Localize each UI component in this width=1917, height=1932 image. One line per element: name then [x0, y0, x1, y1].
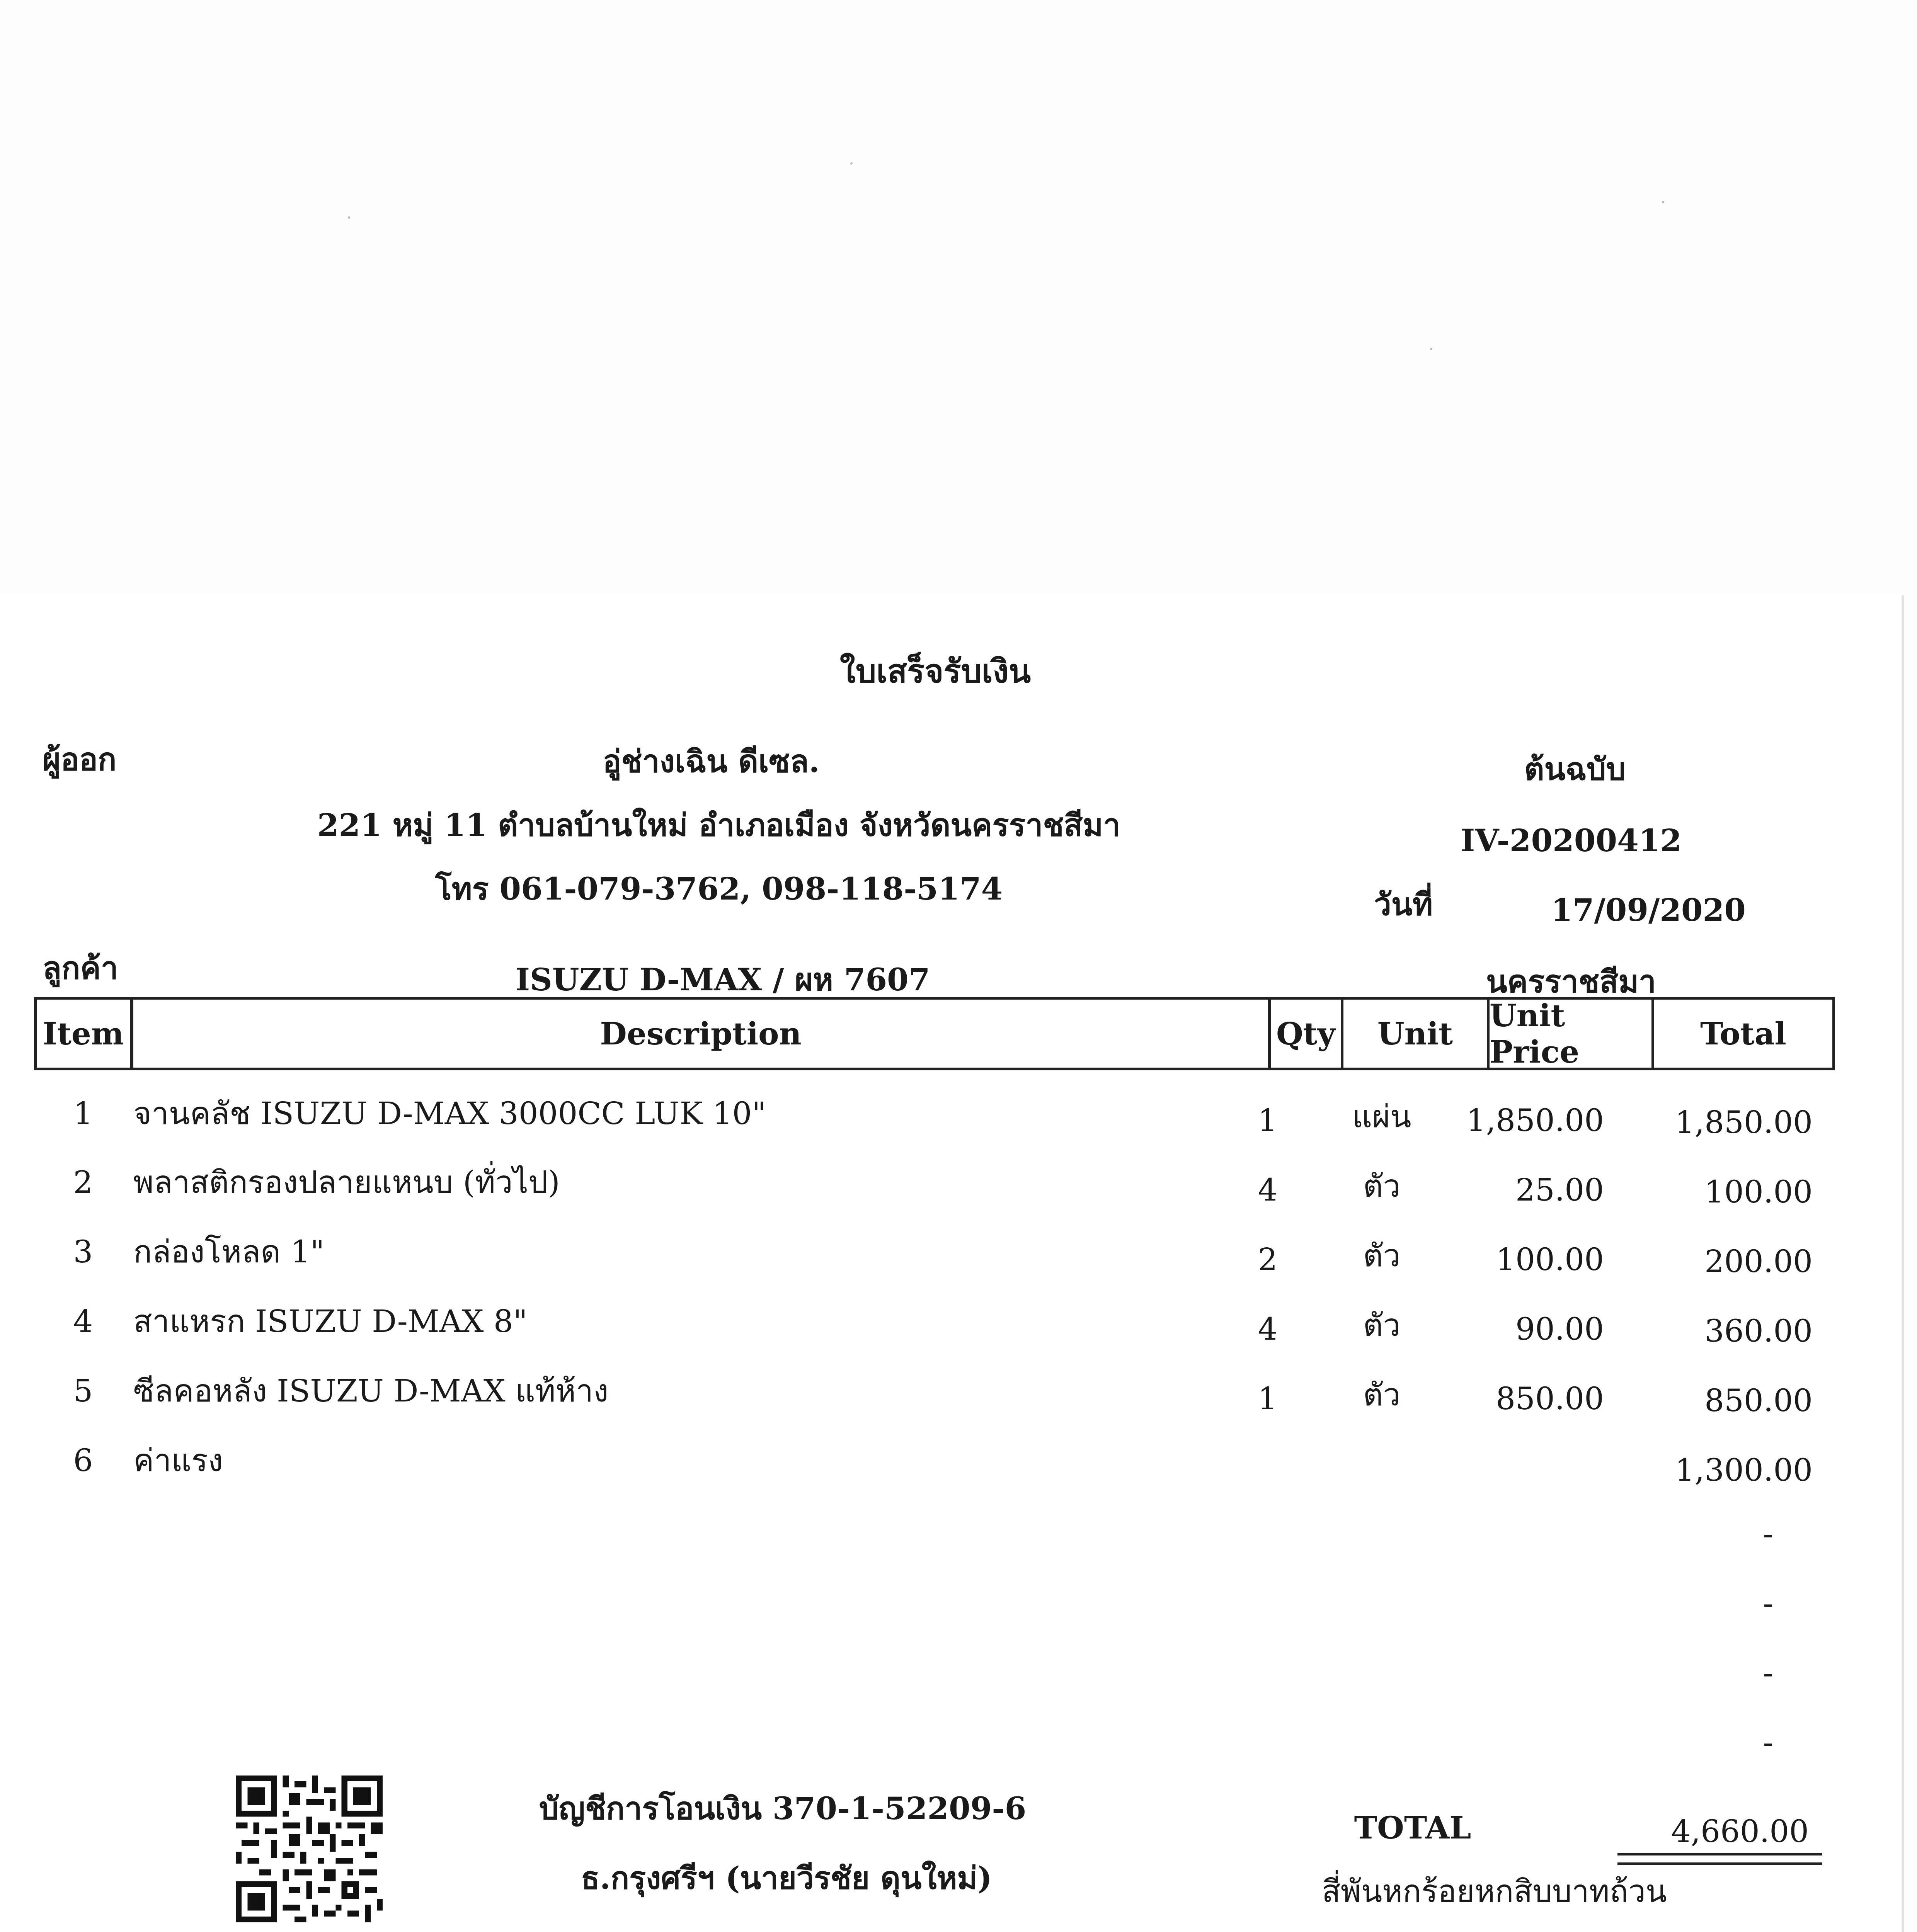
- issuer-label: ผู้ออก: [43, 741, 117, 777]
- row-item: 6: [73, 1442, 93, 1478]
- row-qty: 1: [1258, 1102, 1278, 1138]
- customer-vehicle: ISUZU D-MAX / ผห 7607: [515, 961, 930, 998]
- total-label: TOTAL: [1354, 1810, 1471, 1846]
- shop-address: 221 หมู่ 11 ตำบลบ้านใหม่ อำเภอเมือง จังหวัดนครราชสีมา: [317, 807, 1121, 843]
- empty-total-dash: -: [1763, 1516, 1774, 1552]
- scan-speck: [850, 162, 853, 165]
- row-item: 2: [73, 1164, 93, 1200]
- header-unit-price: Unit Price: [1487, 997, 1654, 1070]
- shop-phone: โทร 061-079-3762, 098-118-5174: [435, 871, 1003, 907]
- header-item: Item: [34, 997, 133, 1070]
- copy-label: ต้นฉบับ: [1524, 751, 1626, 787]
- shop-name: อู่ช่างเฉิน ดีเซล.: [603, 743, 820, 779]
- invoice-number: IV-20200412: [1460, 822, 1682, 859]
- row-unit: ตัว: [1363, 1238, 1401, 1274]
- row-unit: ตัว: [1363, 1377, 1401, 1413]
- row-total: 100.00: [1704, 1174, 1813, 1210]
- row-unit: แผ่น: [1352, 1099, 1411, 1134]
- customer-city: นครราชสีมา: [1486, 963, 1656, 1000]
- row-description: จานคลัช ISUZU D-MAX 3000CC LUK 10": [133, 1095, 766, 1131]
- scan-speck: [1430, 348, 1432, 350]
- row-unit-price: 90.00: [1515, 1311, 1604, 1347]
- row-unit-price: 850.00: [1496, 1381, 1604, 1417]
- header-unit: Unit: [1341, 997, 1490, 1070]
- customer-label: ลูกค้า: [43, 950, 118, 986]
- row-description: ซีลคอหลัง ISUZU D-MAX แท้ห้าง: [133, 1373, 609, 1409]
- row-qty: 4: [1258, 1311, 1278, 1347]
- row-unit-price: 1,850.00: [1466, 1102, 1604, 1138]
- scan-speck: [348, 216, 350, 219]
- row-description: กล่องโหลด 1": [133, 1234, 325, 1270]
- qr-code-icon: [236, 1776, 383, 1922]
- receipt-sheet: [0, 595, 1904, 1932]
- header-qty: Qty: [1268, 997, 1343, 1070]
- row-qty: 2: [1258, 1242, 1278, 1277]
- header-total: Total: [1651, 997, 1835, 1070]
- row-unit-price: 25.00: [1515, 1172, 1604, 1208]
- bank-account: บัญชีการโอนเงิน 370-1-52209-6: [539, 1790, 1027, 1827]
- row-unit: ตัว: [1363, 1168, 1401, 1204]
- row-total: 1,300.00: [1675, 1452, 1813, 1488]
- scan-speck: [1662, 201, 1664, 203]
- row-item: 5: [73, 1373, 93, 1409]
- row-description: สาแหรก ISUZU D-MAX 8": [133, 1303, 528, 1339]
- empty-total-dash: -: [1763, 1585, 1774, 1621]
- row-total: 850.00: [1704, 1383, 1813, 1418]
- row-qty: 4: [1258, 1172, 1278, 1208]
- row-unit: ตัว: [1363, 1307, 1401, 1343]
- row-total: 200.00: [1704, 1243, 1813, 1279]
- row-description: ค่าแรง: [133, 1442, 223, 1478]
- row-qty: 1: [1258, 1381, 1278, 1417]
- row-total: 360.00: [1704, 1313, 1813, 1349]
- header-description: Description: [131, 997, 1271, 1070]
- row-item: 4: [73, 1303, 93, 1339]
- row-total: 1,850.00: [1675, 1104, 1813, 1140]
- total-underline-bottom: [1617, 1862, 1822, 1865]
- row-item: 1: [73, 1095, 93, 1131]
- empty-total-dash: -: [1763, 1655, 1774, 1691]
- empty-total-dash: -: [1763, 1725, 1774, 1760]
- row-description: พลาสติกรองปลายแหนบ (ทั่วไป): [133, 1164, 560, 1200]
- row-item: 3: [73, 1234, 93, 1270]
- date-value: 17/09/2020: [1551, 892, 1746, 928]
- total-in-words: สี่พันหกร้อยหกสิบบาทถ้วน: [1322, 1873, 1667, 1909]
- document-title: ใบเสร็จรับเงิน: [839, 652, 1031, 690]
- bank-name: ธ.กรุงศรีฯ (นายวีรชัย ดุนใหม่): [581, 1860, 992, 1896]
- total-underline-top: [1617, 1853, 1822, 1855]
- row-unit-price: 100.00: [1496, 1242, 1604, 1277]
- total-value: 4,660.00: [1671, 1813, 1809, 1849]
- table-header: [34, 997, 1835, 1070]
- date-label: วันที่: [1374, 886, 1433, 922]
